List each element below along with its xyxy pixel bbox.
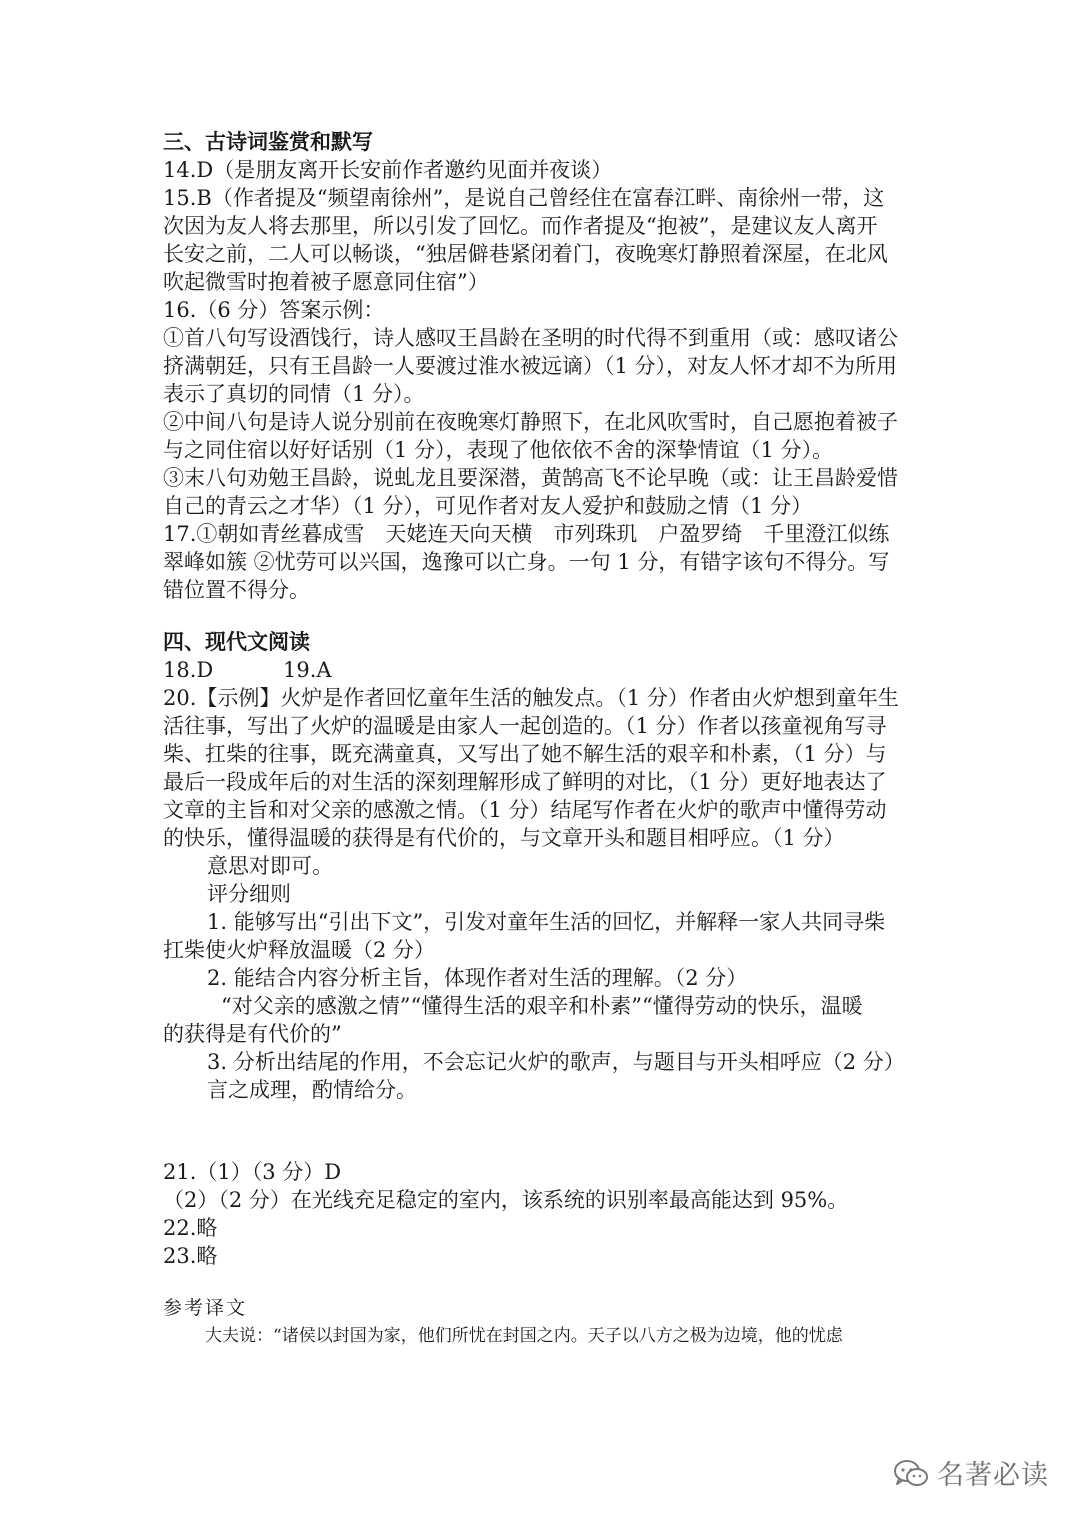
- q16-line: 表示了真切的同情（1 分）。: [163, 382, 425, 406]
- spacer: [163, 1104, 923, 1158]
- q18-answer: 18.D: [163, 658, 214, 682]
- q22-answer: 22.略: [163, 1216, 218, 1240]
- q23-answer: 23.略: [163, 1244, 218, 1268]
- q15-line: 吹起微雪时抱着被子愿意同住宿”）: [163, 270, 489, 294]
- rubric-item: 1. 能够写出“引出下文”，引发对童年生活的回忆，并解释一家人共同寻柴: [207, 910, 886, 934]
- q14-answer: 14.D（是朋友离开长安前作者邀约见面并夜谈）: [163, 158, 613, 182]
- q20-line: 文章的主旨和对父亲的感激之情。（1 分）结尾写作者在火炉的歌声中懂得劳动: [163, 798, 887, 822]
- q16-line: 挤满朝廷，只有王昌龄一人要渡过淮水被远谪）（1 分），对友人怀才却不为所用: [163, 354, 898, 378]
- q15-line: 长安之前，二人可以畅谈，“独居僻巷紧闭着门，夜晚寒灯静照着深屋，在北风: [163, 242, 888, 266]
- rubric-item: 扛柴使火炉释放温暖（2 分）: [163, 938, 436, 962]
- q20-note: 意思对即可。: [207, 854, 333, 878]
- rubric-item: 3. 分析出结尾的作用，不会忘记火炉的歌声，与题目与开头相呼应（2 分）: [207, 1050, 905, 1074]
- rubric-title: 评分细则: [207, 882, 291, 906]
- q20-line: 的快乐，懂得温暖的获得是有代价的，与文章开头和题目相呼应。（1 分）: [163, 826, 845, 850]
- q21-part2: （2）（2 分）在光线充足稳定的室内，该系统的识别率最高能达到 95%。: [163, 1188, 849, 1212]
- q20-line: 最后一段成年后的对生活的深刻理解形成了鲜明的对比，（1 分）更好地表达了: [163, 770, 887, 794]
- spacer: [163, 604, 923, 628]
- spacer: [163, 1270, 923, 1294]
- rubric-detail: 的获得是有代价的”: [163, 1022, 342, 1046]
- q19-answer: 19.A: [283, 658, 332, 682]
- q15-line: 次因为友人将去那里，所以引发了回忆。而作者提及“抱被”，是建议友人离开: [163, 214, 878, 238]
- q15-line: 15.B（作者提及“频望南徐州”，是说自己曾经住在富春江畔、南徐州一带，这: [163, 186, 885, 210]
- q20-line: 柴、扛柴的往事，既充满童真，又写出了她不解生活的艰辛和朴素，（1 分）与: [163, 742, 887, 766]
- q17-line: 翠峰如簇 ②忧劳可以兴国，逸豫可以亡身。一句 1 分，有错字该句不得分。写: [163, 550, 890, 574]
- q21-part1: 21.（1）（3 分）D: [163, 1160, 342, 1184]
- watermark-text: 名著必读: [937, 1460, 1049, 1491]
- q16-line: ②中间八句是诗人说分别前在夜晚寒灯静照下，在北风吹雪时，自己愿抱着被子: [163, 410, 898, 434]
- document-page: [163, 128, 923, 1350]
- q16-line: 自己的青云之才华）（1 分），可见作者对友人爱护和鼓励之情（1 分）: [163, 494, 813, 518]
- section3-heading: 三、古诗词鉴赏和默写: [163, 130, 373, 154]
- q16-line: ③末八句劝勉王昌龄，说虬龙且要深潜，黄鹄高飞不论早晚（或：让王昌龄爱惜: [163, 466, 898, 490]
- q17-line: 错位置不得分。: [163, 578, 310, 602]
- q16-line: ①首八句写设酒饯行，诗人感叹王昌龄在圣明的时代得不到重用（或：感叹诸公: [163, 326, 898, 350]
- watermark: [893, 1453, 1049, 1492]
- rubric-item: 2. 能结合内容分析主旨，体现作者对生活的理解。（2 分）: [207, 966, 748, 990]
- reference-title: 参考译文: [163, 1297, 248, 1319]
- rubric-detail: “对父亲的感激之情”“懂得生活的艰辛和朴素”“懂得劳动的快乐，温暖: [221, 994, 863, 1018]
- wechat-icon: [893, 1459, 929, 1487]
- q16-title: 16.（6 分）答案示例：: [163, 298, 385, 322]
- q16-line: 与之同住宿以好好话别（1 分），表现了他依依不舍的深挚情谊（1 分）。: [163, 438, 834, 462]
- q17-line: 17.①朝如青丝暮成雪 天姥连天向天横 市列珠玑 户盈罗绮 千里澄江似练: [163, 522, 890, 546]
- rubric-end: 言之成理，酌情给分。: [207, 1078, 417, 1102]
- section4-heading: 四、现代文阅读: [163, 630, 310, 654]
- reference-line: 大夫说：“诸侯以封国为家，他们所忧在封国之内。天子以八方之极为边境，他的忧虑: [205, 1326, 843, 1346]
- q20-line: 活往事，写出了火炉的温暖是由家人一起创造的。（1 分）作者以孩童视角写寻: [163, 714, 887, 738]
- q20-line: 20.【示例】火炉是作者回忆童年生活的触发点。（1 分）作者由火炉想到童年生: [163, 686, 899, 710]
- q18-q19-row: [163, 656, 923, 684]
